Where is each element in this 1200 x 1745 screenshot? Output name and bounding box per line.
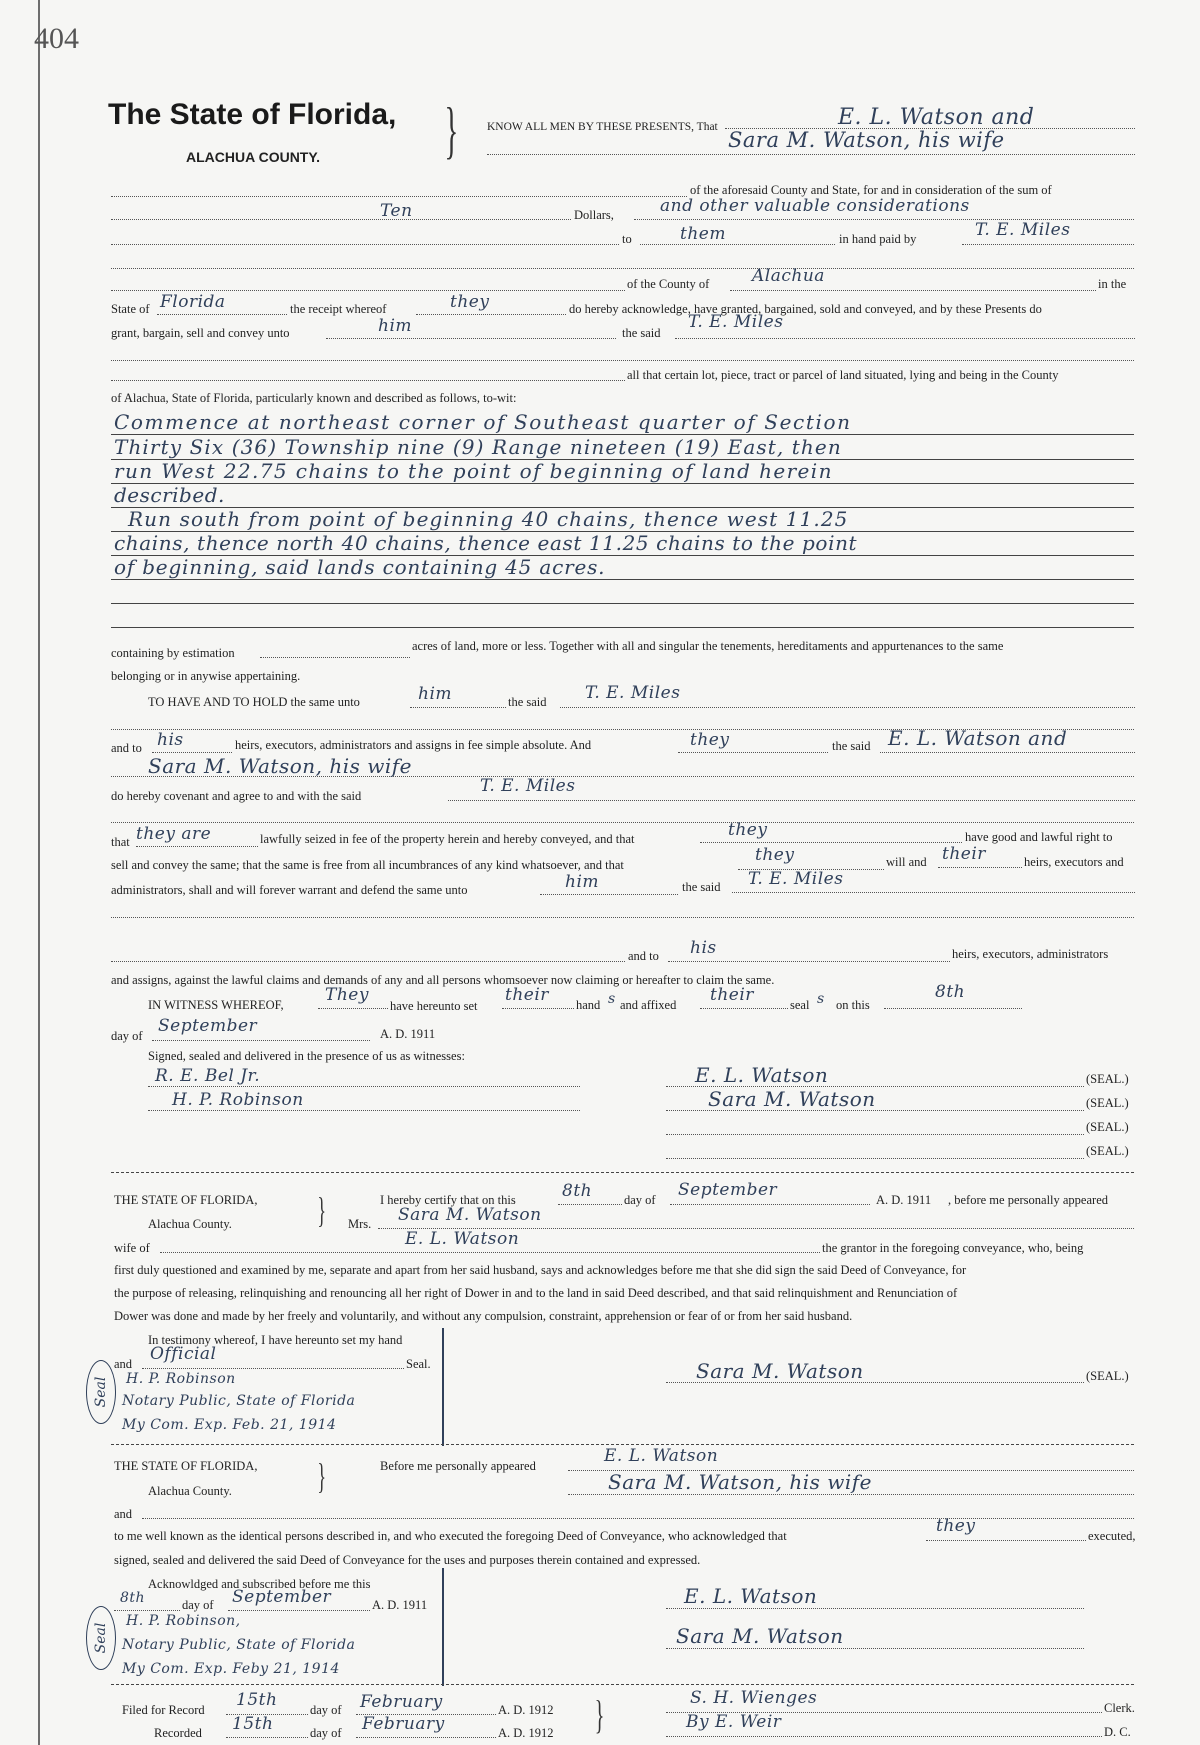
witness-line	[148, 1110, 580, 1111]
seal-stamp-text: Seal	[93, 1376, 109, 1408]
grantee-state: Florida	[160, 292, 226, 312]
ack-body-line: the purpose of releasing, relinquishing and renouncing all her right of Dower in and to the land in said Deed described, and that said relinquishment and Renunciation of	[114, 1286, 958, 1300]
unto-who: him	[378, 316, 413, 336]
will-and-text: will and	[886, 855, 927, 869]
section-divider	[111, 1172, 1134, 1173]
unto-line	[410, 707, 506, 708]
blank-line	[111, 360, 1134, 361]
executed-text: executed,	[1088, 1529, 1136, 1543]
seal-stamp	[86, 1360, 116, 1424]
deputy-signature: By E. Weir	[686, 1712, 782, 1732]
heirs-exec-text: heirs, executors and	[1024, 855, 1124, 869]
seal-word: Seal.	[406, 1357, 431, 1371]
page-number: 404	[34, 22, 79, 55]
day-of-label: day of	[111, 1029, 143, 1043]
land-description-line: Run south from point of beginning 40 chains, thence west 11.25	[128, 507, 849, 531]
their-line	[502, 1008, 574, 1009]
state-line	[157, 314, 287, 315]
good-right-text: have good and lawful right to	[965, 830, 1113, 844]
names-line	[568, 1494, 1134, 1495]
witness-name: H. P. Robinson	[172, 1090, 304, 1110]
seized-text: lawfully seized in fee of the property herein and hereby conveyed, and that	[260, 832, 635, 846]
his-line	[668, 961, 950, 962]
land-description-line: Commence at northeast corner of Southeast quarter of Section	[114, 410, 852, 434]
receipt-who: they	[450, 292, 490, 312]
grantee-line	[448, 800, 1135, 801]
the-said-label: the said	[832, 739, 871, 753]
county-title: ALACHUA COUNTY.	[186, 149, 321, 165]
land-description-line: of beginning, said lands containing 45 acres.	[114, 555, 606, 579]
recorded-ad: A. D. 1912	[498, 1726, 554, 1740]
grantee-name: T. E. Miles	[688, 312, 784, 332]
on-this-text: on this	[836, 998, 870, 1012]
his-value: his	[157, 730, 184, 750]
month-line	[670, 1204, 870, 1205]
notary-commission: My Com. Exp. Feby 21, 1914	[122, 1661, 340, 1677]
blank-line	[111, 822, 1134, 823]
land-description-line: run West 22.75 chains to the point of beginning of land herein	[114, 459, 833, 483]
day-of-label: day of	[182, 1598, 214, 1612]
ack-names-line2: Sara M. Watson, his wife	[608, 1470, 872, 1494]
ack2-month: September	[232, 1587, 332, 1607]
and-label: and	[114, 1357, 133, 1371]
they-value: they	[690, 730, 730, 750]
blank-line	[111, 380, 625, 381]
ack-ad: A. D. 1911	[876, 1193, 932, 1207]
in-witness-text: IN WITNESS WHEREOF,	[148, 998, 284, 1012]
signature-line	[666, 1134, 1084, 1135]
mrs-label: Mrs.	[348, 1217, 372, 1231]
desc-line	[111, 483, 1134, 484]
administrators-text: administrators, shall and will forever warrant and defend the same unto	[111, 883, 468, 897]
seal-marker: (SEAL.)	[1086, 1369, 1129, 1383]
seal-plural: s	[817, 991, 825, 1007]
ack-body-line: Dower was done and made by her freely and voluntarily, and without any compulsion, constraint, apprehension or fear of or from her said husband.	[114, 1309, 853, 1323]
desc-line	[111, 603, 1134, 604]
recorded-day: 15th	[232, 1714, 274, 1734]
desc-line	[111, 579, 1134, 580]
of-alachua-text: of Alachua, State of Florida, particularly known and described as follows, to-wit:	[111, 391, 517, 405]
they-are-line	[136, 846, 258, 847]
county-line	[730, 290, 1096, 291]
seal-marker: (SEAL.)	[1086, 1144, 1129, 1158]
paid-by-label: in hand paid by	[839, 232, 917, 246]
day-of-label: day of	[624, 1193, 656, 1207]
their2-line	[700, 1008, 788, 1009]
day-line	[114, 1610, 180, 1611]
affixed-text: and affixed	[620, 998, 677, 1012]
sell-convey-text: sell and convey the same; that the same is free from all incumbrances of any kind whatsoever, and that	[111, 858, 624, 872]
their-value: their	[942, 844, 986, 864]
ack-brace: }	[317, 1456, 326, 1496]
belonging-text: belonging or in anywise appertaining.	[111, 669, 301, 683]
grantor-signature: Sara M. Watson	[708, 1087, 876, 1111]
blank-line	[142, 1518, 1134, 1519]
recorded-label: Recorded	[154, 1726, 202, 1740]
notary-name: H. P. Robinson	[126, 1371, 236, 1387]
seal-label: seal	[790, 998, 810, 1012]
state-title: The State of Florida,	[108, 98, 397, 131]
their2-value: their	[710, 985, 754, 1005]
blank-line	[111, 196, 687, 197]
notary-bar	[442, 1328, 444, 1446]
ack2-ad: A. D. 1911	[372, 1598, 428, 1612]
to-have-text: TO HAVE AND TO HOLD the same unto	[148, 695, 360, 709]
witness-day: 8th	[935, 982, 966, 1002]
that-label: that	[111, 835, 130, 849]
witness-month: September	[158, 1016, 258, 1036]
unto-who: him	[565, 872, 600, 892]
amount-line	[111, 219, 571, 220]
have-hereunto-text: have hereunto set	[390, 999, 478, 1013]
the-said-label: the said	[622, 326, 661, 340]
clerk-label: Clerk.	[1104, 1701, 1135, 1715]
his-line	[152, 752, 232, 753]
witness-ad: A. D. 1911	[380, 1027, 436, 1041]
grantee-name: T. E. Miles	[748, 869, 844, 889]
ack-county: Alachua County.	[148, 1484, 232, 1498]
ack-state: THE STATE OF FLORIDA,	[114, 1193, 258, 1207]
official-word: Official	[150, 1344, 217, 1364]
signature-line	[666, 1608, 1084, 1609]
grantors-line2: Sara M. Watson, his wife	[728, 128, 1005, 152]
dc-label: D. C.	[1104, 1725, 1131, 1739]
in-the-text: in the	[1098, 277, 1127, 291]
recorded-day-line	[226, 1737, 308, 1738]
official-line	[142, 1368, 404, 1369]
husband-line	[160, 1252, 820, 1253]
dc-line	[666, 1736, 1102, 1737]
filed-month: February	[360, 1692, 443, 1712]
acres-line	[260, 657, 410, 658]
heirs-text: heirs, executors, administrators and assigns in fee simple absolute. And	[235, 738, 592, 752]
filed-ad: A. D. 1912	[498, 1703, 554, 1717]
grantee-name: T. E. Miles	[480, 776, 576, 796]
covenant-text: do hereby covenant and agree to and with the said	[111, 789, 362, 803]
dollars-label: Dollars,	[574, 208, 614, 222]
ack-state: THE STATE OF FLORIDA,	[114, 1459, 258, 1473]
signature-line	[666, 1648, 1084, 1649]
they-line	[318, 1008, 388, 1009]
and-to-label: and to	[111, 741, 142, 755]
signed-sealed-text: Signed, sealed and delivered in the presence of us as witnesses:	[148, 1049, 465, 1063]
mrs-name: Sara M. Watson	[398, 1205, 542, 1225]
dower-signature: Sara M. Watson	[696, 1359, 864, 1383]
header-brace: }	[444, 94, 459, 165]
land-description-line: chains, thence north 40 chains, thence east 11.25 chains to the point	[114, 531, 858, 555]
ack2-day: 8th	[120, 1590, 146, 1606]
they2-line	[700, 842, 962, 843]
desc-line	[111, 627, 1134, 628]
acknowledge-text: do hereby acknowledge, have granted, bargained, sold and conveyed, and by these Presents do	[569, 302, 1042, 316]
heirs-exec-admin-text: heirs, executors, administrators	[952, 947, 1109, 961]
land-description-line: Thirty Six (36) Township nine (9) Range nineteen (19) East, then	[114, 435, 842, 459]
grantee-line	[732, 892, 1135, 893]
notary-title: Notary Public, State of Florida	[122, 1393, 356, 1409]
grantee-line	[560, 707, 1135, 708]
day-line	[884, 1008, 1022, 1009]
land-description-line: described.	[114, 483, 225, 507]
month-line	[152, 1040, 370, 1041]
day-line	[558, 1204, 622, 1205]
his-value: his	[690, 938, 717, 958]
grantors-line1: E. L. Watson and	[838, 105, 1035, 130]
grantors-line	[880, 752, 1135, 753]
day-of-label: day of	[310, 1703, 342, 1717]
to-label: to	[622, 232, 632, 246]
unto-line	[326, 338, 616, 339]
blank-line	[111, 961, 625, 962]
husband-name: E. L. Watson	[405, 1229, 520, 1249]
well-known-text: to me well known as the identical persons described in, and who executed the foregoing Deed of Conveyance, who acknowledged that	[114, 1529, 787, 1543]
seal-marker: (SEAL.)	[1086, 1120, 1129, 1134]
month-line	[228, 1610, 370, 1611]
day-of-label: day of	[310, 1726, 342, 1740]
intro-text: KNOW ALL MEN BY THESE PRESENTS, That	[487, 121, 718, 133]
and-label: and	[114, 1507, 133, 1521]
acknowledged-text: Acknowldged and subscribed before me this	[148, 1577, 371, 1591]
header-line2	[487, 154, 1135, 155]
ack-county: Alachua County.	[148, 1217, 232, 1231]
grant-line: grant, bargain, sell and convey unto	[111, 326, 290, 340]
the-said-label: the said	[508, 695, 547, 709]
ack-day: 8th	[562, 1181, 593, 1201]
notary-bar	[442, 1568, 444, 1686]
assigns-text: and assigns, against the lawful claims and demands of any and all persons whomsoever now claiming or hereafter to claim the same.	[111, 973, 775, 987]
their-value: their	[505, 985, 549, 1005]
seal-marker: (SEAL.)	[1086, 1096, 1129, 1110]
paid-by-name: T. E. Miles	[975, 220, 1071, 240]
signature-line	[666, 1158, 1084, 1159]
seal-stamp-text: Seal	[93, 1622, 109, 1654]
filed-label: Filed for Record	[122, 1703, 205, 1717]
grantor-signature: E. L. Watson	[695, 1063, 829, 1087]
they-line	[678, 752, 828, 753]
and-to-label: and to	[628, 949, 659, 963]
containing-label: containing by estimation	[111, 646, 235, 660]
paid-by-line	[962, 244, 1134, 245]
unto-who: him	[418, 684, 453, 704]
ack-brace: }	[317, 1190, 326, 1230]
state-label: State of	[111, 302, 150, 316]
ack-names-line1: E. L. Watson	[604, 1446, 719, 1466]
header-line1	[725, 128, 1135, 129]
seal-stamp	[86, 1606, 116, 1670]
grantor-text: the grantor in the foregoing conveyance, who, being	[822, 1241, 1084, 1255]
blank-line	[111, 268, 1134, 269]
of-county-label: of the County of	[627, 277, 710, 291]
ack-month: September	[678, 1180, 778, 1200]
binding-margin-line	[38, 0, 40, 1745]
before-me-text: Before me personally appeared	[380, 1459, 536, 1473]
signed-delivered-text: signed, sealed and delivered the said Deed of Conveyance for the uses and purposes therein contained and expressed.	[114, 1553, 701, 1567]
grantee-county: Alachua	[752, 266, 825, 286]
aforesaid-text: of the aforesaid County and State, for and in consideration of the sum of	[690, 183, 1052, 197]
recorded-month-line	[356, 1737, 496, 1738]
section-divider	[111, 1444, 1134, 1445]
they3-value: they	[755, 845, 795, 865]
they2-value: they	[728, 820, 768, 840]
they-value: They	[325, 985, 369, 1005]
filing-brace: }	[594, 1692, 605, 1737]
hand-plural: s	[608, 991, 616, 1007]
notary-title: Notary Public, State of Florida	[122, 1637, 356, 1653]
grantors-line2: Sara M. Watson, his wife	[148, 754, 412, 778]
amount-value: Ten	[380, 201, 413, 221]
seal-marker: (SEAL.)	[1086, 1072, 1129, 1086]
recorded-month: February	[362, 1714, 445, 1734]
witness-name: R. E. Bel Jr.	[155, 1066, 261, 1086]
unto-line	[540, 894, 678, 895]
to-whom: them	[680, 224, 726, 244]
grantors-line1: E. L. Watson and	[888, 726, 1068, 750]
they-are-value: they are	[136, 824, 212, 844]
they-line	[926, 1540, 1086, 1541]
grantee-name: T. E. Miles	[585, 683, 681, 703]
clerk-signature: S. H. Wienges	[690, 1688, 818, 1708]
blank-line	[111, 290, 625, 291]
notary-name: H. P. Robinson,	[126, 1613, 241, 1629]
ack2-signature: E. L. Watson	[684, 1584, 818, 1608]
certify-text: I hereby certify that on this	[380, 1193, 516, 1207]
ack-body-line: first duly questioned and examined by me, separate and apart from her said husband, says and acknowledges before me that she did sign the said Deed of Conveyance, for	[114, 1263, 967, 1277]
receipt-line	[416, 314, 566, 315]
hand-label: hand	[576, 998, 601, 1012]
they-value: they	[936, 1516, 976, 1536]
the-said-label: the said	[682, 880, 721, 894]
to-line-b	[640, 244, 835, 245]
witness-line	[148, 1086, 580, 1087]
notary-commission: My Com. Exp. Feb. 21, 1914	[122, 1417, 337, 1433]
their-line	[938, 867, 1022, 868]
wife-of-label: wife of	[114, 1241, 150, 1255]
all-that-text: all that certain lot, piece, tract or parcel of land situated, lying and being in the County	[627, 368, 1059, 382]
other-considerations: and other valuable considerations	[660, 196, 970, 216]
grantee-line	[675, 338, 1135, 339]
receipt-text: the receipt whereof	[290, 302, 387, 316]
before-me-text: , before me personally appeared	[948, 1193, 1108, 1207]
acres-text: acres of land, more or less. Together with all and singular the tenements, hereditaments and appurtenances to the same	[412, 639, 1004, 653]
filed-day: 15th	[236, 1690, 278, 1710]
section-divider	[111, 1684, 1134, 1685]
to-line-a	[111, 244, 619, 245]
blank-line	[111, 917, 1134, 918]
testimony-text: In testimony whereof, I have hereunto set my hand	[148, 1333, 403, 1347]
ack2-signature: Sara M. Watson	[676, 1624, 844, 1648]
